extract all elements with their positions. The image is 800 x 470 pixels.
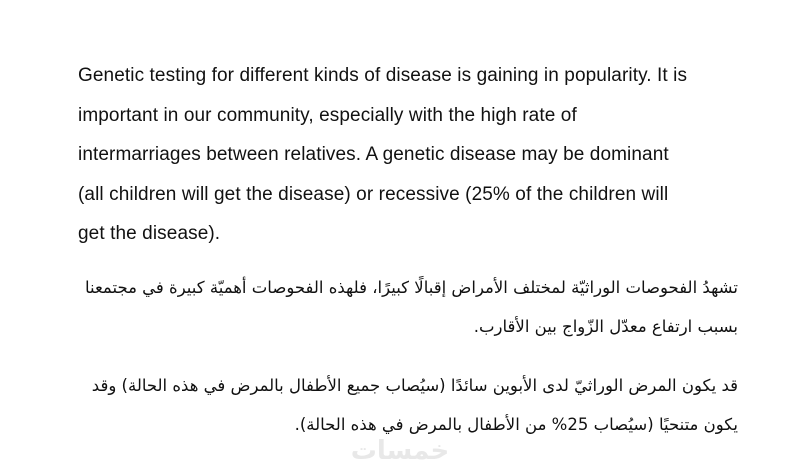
- arabic-line: بسبب ارتفاع معدّل الزّواج بين الأقارب.: [473, 317, 738, 336]
- english-line: get the disease).: [78, 223, 221, 244]
- watermark-logo: خمسات: [350, 436, 450, 466]
- arabic-paragraph-1: [58, 268, 738, 346]
- english-paragraph: [78, 56, 738, 254]
- arabic-line: تشهدُ الفحوصات الوراثيّة لمختلف الأمراض إقبالًا كبيرًا، فلهذه الفحوصات أهميّة كبيرة في مجتمعنا: [84, 278, 738, 297]
- english-line: (all children will get the disease) or recessive (25% of the children will: [78, 183, 669, 205]
- english-line: Genetic testing for different kinds of disease is gaining in popularity. It is: [78, 65, 688, 86]
- arabic-line: قد يكون المرض الوراثيّ لدى الأبوين سائدًا (سيُصاب جميع الأطفال بالمرض في هذه الحالة) وقد: [91, 376, 738, 395]
- arabic-paragraph-2: [58, 366, 738, 444]
- english-line: important in our community, especially with the high rate of: [78, 104, 577, 126]
- arabic-line: يكون متنحيًا (سيُصاب 25% من الأطفال بالمرض في هذه الحالة).: [294, 415, 738, 434]
- english-line: intermarriages between relatives. A genetic disease may be dominant: [78, 144, 669, 165]
